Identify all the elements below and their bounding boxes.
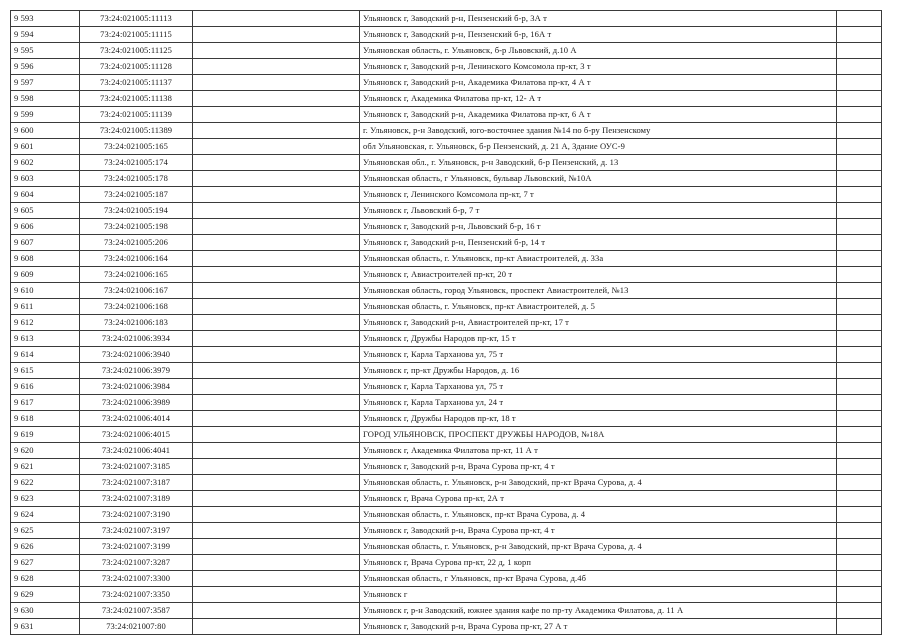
row-number-cell: 9 631 [11,619,80,635]
empty-cell [837,443,882,459]
cadastral-number-cell: 73:24:021006:3934 [80,331,193,347]
empty-cell [193,187,360,203]
empty-cell [837,523,882,539]
empty-cell [837,91,882,107]
table-row [11,187,882,203]
cadastral-number-cell: 73:24:021006:3989 [80,395,193,411]
empty-cell [193,443,360,459]
empty-cell [193,43,360,59]
empty-cell [193,171,360,187]
empty-cell [193,347,360,363]
empty-cell [837,171,882,187]
empty-cell [193,331,360,347]
empty-cell [193,555,360,571]
cadastral-number-cell: 73:24:021006:168 [80,299,193,315]
address-cell: Ульяновск г, пр-кт Дружбы Народов, д. 16 [360,363,837,379]
cadastral-number-cell: 73:24:021007:3350 [80,587,193,603]
table-row [11,571,882,587]
empty-cell [837,491,882,507]
table-row [11,91,882,107]
empty-cell [837,363,882,379]
address-cell: Ульяновск г, Заводский р-н, Ленинского Комсомола пр-кт, 3 т [360,59,837,75]
empty-cell [193,251,360,267]
address-cell: Ульяновск г, Заводский р-н, Львовский б-р, 16 т [360,219,837,235]
row-number-cell: 9 618 [11,411,80,427]
address-cell: Ульяновск г, Дружбы Народов пр-кт, 18 т [360,411,837,427]
empty-cell [193,139,360,155]
cadastral-number-cell: 73:24:021005:11389 [80,123,193,139]
row-number-cell: 9 607 [11,235,80,251]
cadastral-number-cell: 73:24:021006:3984 [80,379,193,395]
empty-cell [193,11,360,27]
table-row [11,43,882,59]
empty-cell [193,379,360,395]
empty-cell [837,187,882,203]
empty-cell [837,587,882,603]
address-cell: Ульяновская область, г. Ульяновск, пр-кт Авиастроителей, д. 5 [360,299,837,315]
cadastral-number-cell: 73:24:021005:206 [80,235,193,251]
cadastral-number-cell: 73:24:021005:165 [80,139,193,155]
cadastral-number-cell: 73:24:021006:4015 [80,427,193,443]
table-row [11,139,882,155]
table-row [11,123,882,139]
cadastral-number-cell: 73:24:021006:183 [80,315,193,331]
empty-cell [193,603,360,619]
cadastral-number-cell: 73:24:021006:3979 [80,363,193,379]
table-row [11,603,882,619]
row-number-cell: 9 611 [11,299,80,315]
table-row [11,283,882,299]
cadastral-number-cell: 73:24:021005:198 [80,219,193,235]
row-number-cell: 9 593 [11,11,80,27]
address-cell: Ульяновск г, Авиастроителей пр-кт, 20 т [360,267,837,283]
table-row [11,427,882,443]
cadastral-number-cell: 73:24:021005:11113 [80,11,193,27]
cadastral-number-cell: 73:24:021007:3199 [80,539,193,555]
row-number-cell: 9 602 [11,155,80,171]
table-row [11,331,882,347]
address-cell: Ульяновск г, Заводский р-н, Пензенский б-р, 16А т [360,27,837,43]
cadastral-number-cell: 73:24:021007:3190 [80,507,193,523]
cadastral-number-cell: 73:24:021005:11115 [80,27,193,43]
cadastral-number-cell: 73:24:021007:3287 [80,555,193,571]
table-row [11,251,882,267]
empty-cell [193,475,360,491]
table-row [11,11,882,27]
address-cell: Ульяновск г, Карла Тарханова ул, 75 т [360,347,837,363]
row-number-cell: 9 609 [11,267,80,283]
address-cell: Ульяновская область, г. Ульяновск, р-н Заводский, пр-кт Врача Сурова, д. 4 [360,539,837,555]
empty-cell [193,219,360,235]
empty-cell [837,155,882,171]
address-cell: Ульяновская обл., г. Ульяновск, р-н Заводский, б-р Пензенский, д. 13 [360,155,837,171]
cadastral-number-cell: 73:24:021006:4041 [80,443,193,459]
empty-cell [837,411,882,427]
cadastral-number-cell: 73:24:021005:11137 [80,75,193,91]
empty-cell [837,379,882,395]
empty-cell [193,523,360,539]
address-cell: Ульяновск г, Заводский р-н, Академика Филатова пр-кт, 4 А т [360,75,837,91]
address-cell: Ульяновск г, Врача Сурова пр-кт, 2А т [360,491,837,507]
cadastral-number-cell: 73:24:021005:11128 [80,59,193,75]
empty-cell [193,155,360,171]
cadastral-number-cell: 73:24:021006:4014 [80,411,193,427]
empty-cell [837,427,882,443]
cadastral-number-cell: 73:24:021006:164 [80,251,193,267]
empty-cell [837,555,882,571]
empty-cell [837,251,882,267]
cadastral-number-cell: 73:24:021005:11125 [80,43,193,59]
cadastral-number-cell: 73:24:021007:3587 [80,603,193,619]
empty-cell [193,507,360,523]
table-row [11,539,882,555]
table-row [11,27,882,43]
row-number-cell: 9 622 [11,475,80,491]
table-row [11,235,882,251]
row-number-cell: 9 608 [11,251,80,267]
address-cell: Ульяновск г, Врача Сурова пр-кт, 22 д, 1 корп [360,555,837,571]
table-row [11,219,882,235]
empty-cell [837,203,882,219]
row-number-cell: 9 619 [11,427,80,443]
cadastral-number-cell: 73:24:021005:178 [80,171,193,187]
address-cell: Ульяновск г, Академика Филатова пр-кт, 11 А т [360,443,837,459]
empty-cell [193,299,360,315]
row-number-cell: 9 599 [11,107,80,123]
empty-cell [193,203,360,219]
address-cell: Ульяновск г, Карла Тарханова ул, 24 т [360,395,837,411]
table-row [11,299,882,315]
empty-cell [193,395,360,411]
cadastral-number-cell: 73:24:021007:80 [80,619,193,635]
row-number-cell: 9 605 [11,203,80,219]
address-cell: Ульяновск г, Академика Филатова пр-кт, 12- А т [360,91,837,107]
row-number-cell: 9 616 [11,379,80,395]
table-row [11,507,882,523]
cadastral-number-cell: 73:24:021006:167 [80,283,193,299]
empty-cell [193,427,360,443]
address-cell: Ульяновск г, Заводский р-н, Академика Филатова пр-кт, 6 А т [360,107,837,123]
row-number-cell: 9 600 [11,123,80,139]
address-cell: Ульяновск г, Дружбы Народов пр-кт, 15 т [360,331,837,347]
table-row [11,491,882,507]
address-cell: Ульяновск г, Заводский р-н, Врача Сурова пр-кт, 27 А т [360,619,837,635]
address-cell: Ульяновск г, Заводский р-н, Пензенский б-р, 3А т [360,11,837,27]
address-cell: Ульяновск г, Заводский р-н, Пензенский б-р, 14 т [360,235,837,251]
table-row [11,75,882,91]
address-cell: Ульяновская область, г. Ульяновск, пр-кт Врача Сурова, д. 4 [360,507,837,523]
table-row [11,555,882,571]
empty-cell [193,235,360,251]
cadastral-number-cell: 73:24:021005:11138 [80,91,193,107]
row-number-cell: 9 596 [11,59,80,75]
address-cell: Ульяновск г, Заводский р-н, Врача Сурова пр-кт, 4 т [360,459,837,475]
empty-cell [837,299,882,315]
table-row [11,475,882,491]
cadastral-number-cell: 73:24:021006:3940 [80,347,193,363]
cadastral-number-cell: 73:24:021005:187 [80,187,193,203]
empty-cell [193,107,360,123]
address-cell: Ульяновская область, г Ульяновск, бульвар Львовский, №10А [360,171,837,187]
row-number-cell: 9 624 [11,507,80,523]
empty-cell [193,91,360,107]
empty-cell [837,123,882,139]
address-cell: Ульяновская область, г. Ульяновск, пр-кт Авиастроителей, д. 33а [360,251,837,267]
table-row [11,267,882,283]
row-number-cell: 9 629 [11,587,80,603]
cadastral-number-cell: 73:24:021007:3189 [80,491,193,507]
table-row [11,171,882,187]
empty-cell [193,491,360,507]
table-row [11,379,882,395]
row-number-cell: 9 595 [11,43,80,59]
address-cell: ГОРОД УЛЬЯНОВСК, ПРОСПЕКТ ДРУЖБЫ НАРОДОВ, №18А [360,427,837,443]
address-cell: Ульяновская область, г Ульяновск, пр-кт Врача Сурова, д.4б [360,571,837,587]
empty-cell [193,411,360,427]
table-row [11,443,882,459]
row-number-cell: 9 597 [11,75,80,91]
cadastral-number-cell: 73:24:021007:3197 [80,523,193,539]
cadastral-number-cell: 73:24:021006:165 [80,267,193,283]
row-number-cell: 9 610 [11,283,80,299]
row-number-cell: 9 626 [11,539,80,555]
empty-cell [193,75,360,91]
row-number-cell: 9 606 [11,219,80,235]
row-number-cell: 9 627 [11,555,80,571]
address-cell: Ульяновск г, Заводский р-н, Врача Сурова пр-кт, 4 т [360,523,837,539]
row-number-cell: 9 615 [11,363,80,379]
empty-cell [837,539,882,555]
empty-cell [193,539,360,555]
table-row [11,459,882,475]
row-number-cell: 9 614 [11,347,80,363]
address-cell: Ульяновск г, Ленинского Комсомола пр-кт, 7 т [360,187,837,203]
address-cell: Ульяновск г, Карла Тарханова ул, 75 т [360,379,837,395]
empty-cell [193,59,360,75]
address-cell: Ульяновск г [360,587,837,603]
empty-cell [193,571,360,587]
row-number-cell: 9 603 [11,171,80,187]
empty-cell [193,459,360,475]
address-cell: Ульяновская область, город Ульяновск, проспект Авиастроителей, №13 [360,283,837,299]
empty-cell [837,11,882,27]
row-number-cell: 9 604 [11,187,80,203]
row-number-cell: 9 612 [11,315,80,331]
cadastral-number-cell: 73:24:021007:3185 [80,459,193,475]
empty-cell [837,475,882,491]
empty-cell [193,619,360,635]
empty-cell [837,219,882,235]
row-number-cell: 9 617 [11,395,80,411]
table-row [11,523,882,539]
row-number-cell: 9 628 [11,571,80,587]
registry-table-body [11,11,882,635]
table-row [11,395,882,411]
table-row [11,203,882,219]
empty-cell [193,267,360,283]
row-number-cell: 9 620 [11,443,80,459]
empty-cell [837,59,882,75]
table-row [11,619,882,635]
empty-cell [193,123,360,139]
empty-cell [193,363,360,379]
empty-cell [193,315,360,331]
empty-cell [837,139,882,155]
row-number-cell: 9 623 [11,491,80,507]
empty-cell [837,395,882,411]
table-row [11,347,882,363]
row-number-cell: 9 594 [11,27,80,43]
address-cell: Ульяновская область, г. Ульяновск, б-р Львовский, д.10 А [360,43,837,59]
row-number-cell: 9 598 [11,91,80,107]
row-number-cell: 9 613 [11,331,80,347]
empty-cell [837,347,882,363]
empty-cell [837,459,882,475]
empty-cell [837,75,882,91]
address-cell: г. Ульяновск, р-н Заводский, юго-восточнее здания №14 по б-ру Пензенскому [360,123,837,139]
table-row [11,315,882,331]
empty-cell [837,603,882,619]
row-number-cell: 9 621 [11,459,80,475]
empty-cell [837,43,882,59]
address-cell: обл Ульяновская, г. Ульяновск, б-р Пензенский, д. 21 А, Здание ОУС-9 [360,139,837,155]
address-cell: Ульяновск г, р-н Заводский, южнее здания кафе по пр-ту Академика Филатова, д. 11 А [360,603,837,619]
empty-cell [837,315,882,331]
registry-table [10,10,882,635]
table-row [11,411,882,427]
empty-cell [837,107,882,123]
table-row [11,363,882,379]
cadastral-number-cell: 73:24:021005:194 [80,203,193,219]
empty-cell [837,331,882,347]
empty-cell [837,283,882,299]
table-row [11,155,882,171]
cadastral-number-cell: 73:24:021007:3187 [80,475,193,491]
row-number-cell: 9 630 [11,603,80,619]
address-cell: Ульяновск г, Львовский б-р, 7 т [360,203,837,219]
empty-cell [837,571,882,587]
table-row [11,59,882,75]
cadastral-number-cell: 73:24:021005:11139 [80,107,193,123]
empty-cell [837,235,882,251]
empty-cell [837,619,882,635]
table-row [11,587,882,603]
cadastral-number-cell: 73:24:021007:3300 [80,571,193,587]
cadastral-number-cell: 73:24:021005:174 [80,155,193,171]
row-number-cell: 9 601 [11,139,80,155]
empty-cell [837,27,882,43]
empty-cell [837,267,882,283]
table-row [11,107,882,123]
empty-cell [193,587,360,603]
empty-cell [193,27,360,43]
empty-cell [837,507,882,523]
address-cell: Ульяновская область, г. Ульяновск, р-н Заводский, пр-кт Врача Сурова, д. 4 [360,475,837,491]
row-number-cell: 9 625 [11,523,80,539]
empty-cell [193,283,360,299]
address-cell: Ульяновск г, Заводский р-н, Авиастроителей пр-кт, 17 т [360,315,837,331]
